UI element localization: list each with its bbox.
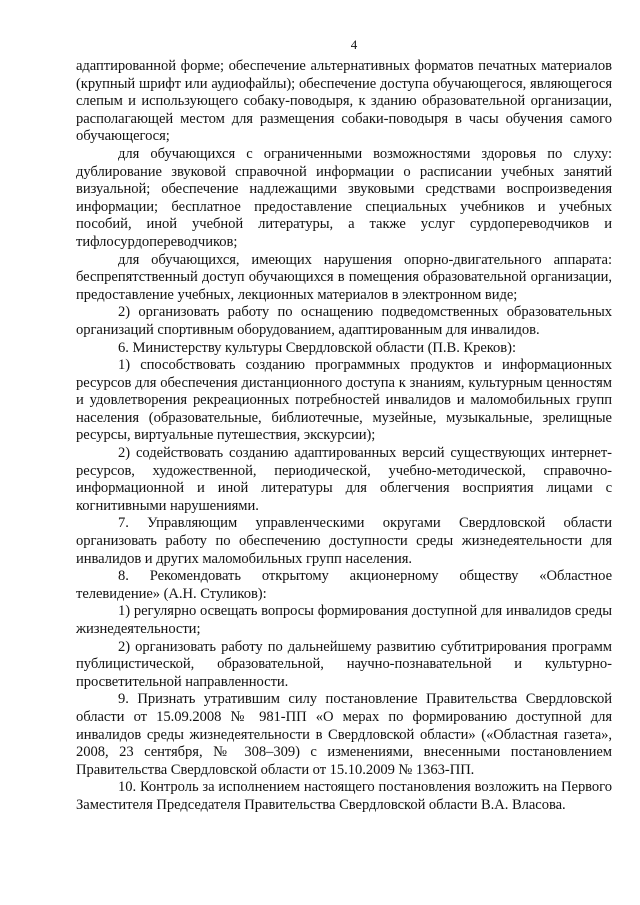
paragraph: для обучающихся, имеющих нарушения опорно-двигательного аппарата: беспрепятственный доступ обучающихся в помещения образовательной организации, предоставление учебных, лекционных материалов в электронном виде; (76, 251, 612, 303)
paragraph: 2) содействовать созданию адаптированных версий существующих интернет-ресурсов, художественной, периодической, учебно-методической, справочно-информационной и иной литературы для облегчения восприятия лицами с когнитивными нарушениями. (76, 445, 612, 514)
document-body (76, 58, 612, 815)
paragraph: 6. Министерству культуры Свердловской области (П.В. Креков): (118, 339, 516, 356)
paragraph: 8. Рекомендовать открытому акционерному обществу «Областное телевидение» (А.Н. Стуликов): (76, 568, 612, 602)
paragraph: 2) организовать работу по оснащению подведомственных образовательных организаций спортивным оборудованием, адаптированным для инвалидов. (76, 304, 612, 338)
paragraph: 7. Управляющим управленческими округами Свердловской области организовать работу по обеспечению доступности среды жизнедеятельности для инвалидов и других маломобильных групп населения. (76, 515, 612, 567)
paragraph: 1) способствовать созданию программных продуктов и информационных ресурсов для обеспечения дистанционного доступа к знаниям, культурным ценностям и удовлетворения рекреационных потребностей инвалидов и маломобильных групп населения (образовательные, библиотечные, музейные, музыкальные, зрелищные ресурсы, виртуальные путешествия, экскурсии); (76, 357, 612, 444)
paragraph: 1) регулярно освещать вопросы формирования доступной для инвалидов среды жизнедеятельности; (76, 603, 612, 637)
paragraph: 10. Контроль за исполнением настоящего постановления возложить на Первого Заместителя Председателя Правительства Свердловской области В.А. Власова. (76, 779, 612, 813)
paragraph: 2) организовать работу по дальнейшему развитию субтитрирования программ публицистической, образовательной, научно-познавательной и культурно-просветительной направленности. (76, 638, 612, 690)
paragraph: 9. Признать утратившим силу постановление Правительства Свердловской области от 15.09.2008 № 981-ПП «О мерах по формированию доступной для инвалидов среды жизнедеятельности в Свердловской области» («Областная газета», 2008, 23 сентября, № 308–309) с изменениями, внесенными постановлением Правительства Свердловской области от 15.10.2009 № 1363-ПП. (76, 691, 612, 778)
paragraph: адаптированной форме; обеспечение альтернативных форматов печатных материалов (крупный шрифт или аудиофайлы); обеспечение доступа обучающегося, являющегося слепым и использующего собаку-поводыря, к зданию образовательной организации, располагающей местом для размещения собаки-поводыря в часы обучения самого обучающегося; (76, 58, 612, 145)
paragraph: для обучающихся с ограниченными возможностями здоровья по слуху: дублирование звуковой справочной информации о расписании учебных занятий визуальной; обеспечение надлежащими звуковыми средствами воспроизведения информации; бесплатное предоставление специальных учебников и учебных пособий, иной учебной литературы, а также услуг сурдопереводчиков и тифлосурдопереводчиков; (76, 145, 612, 250)
page-number: 4 (350, 37, 358, 52)
